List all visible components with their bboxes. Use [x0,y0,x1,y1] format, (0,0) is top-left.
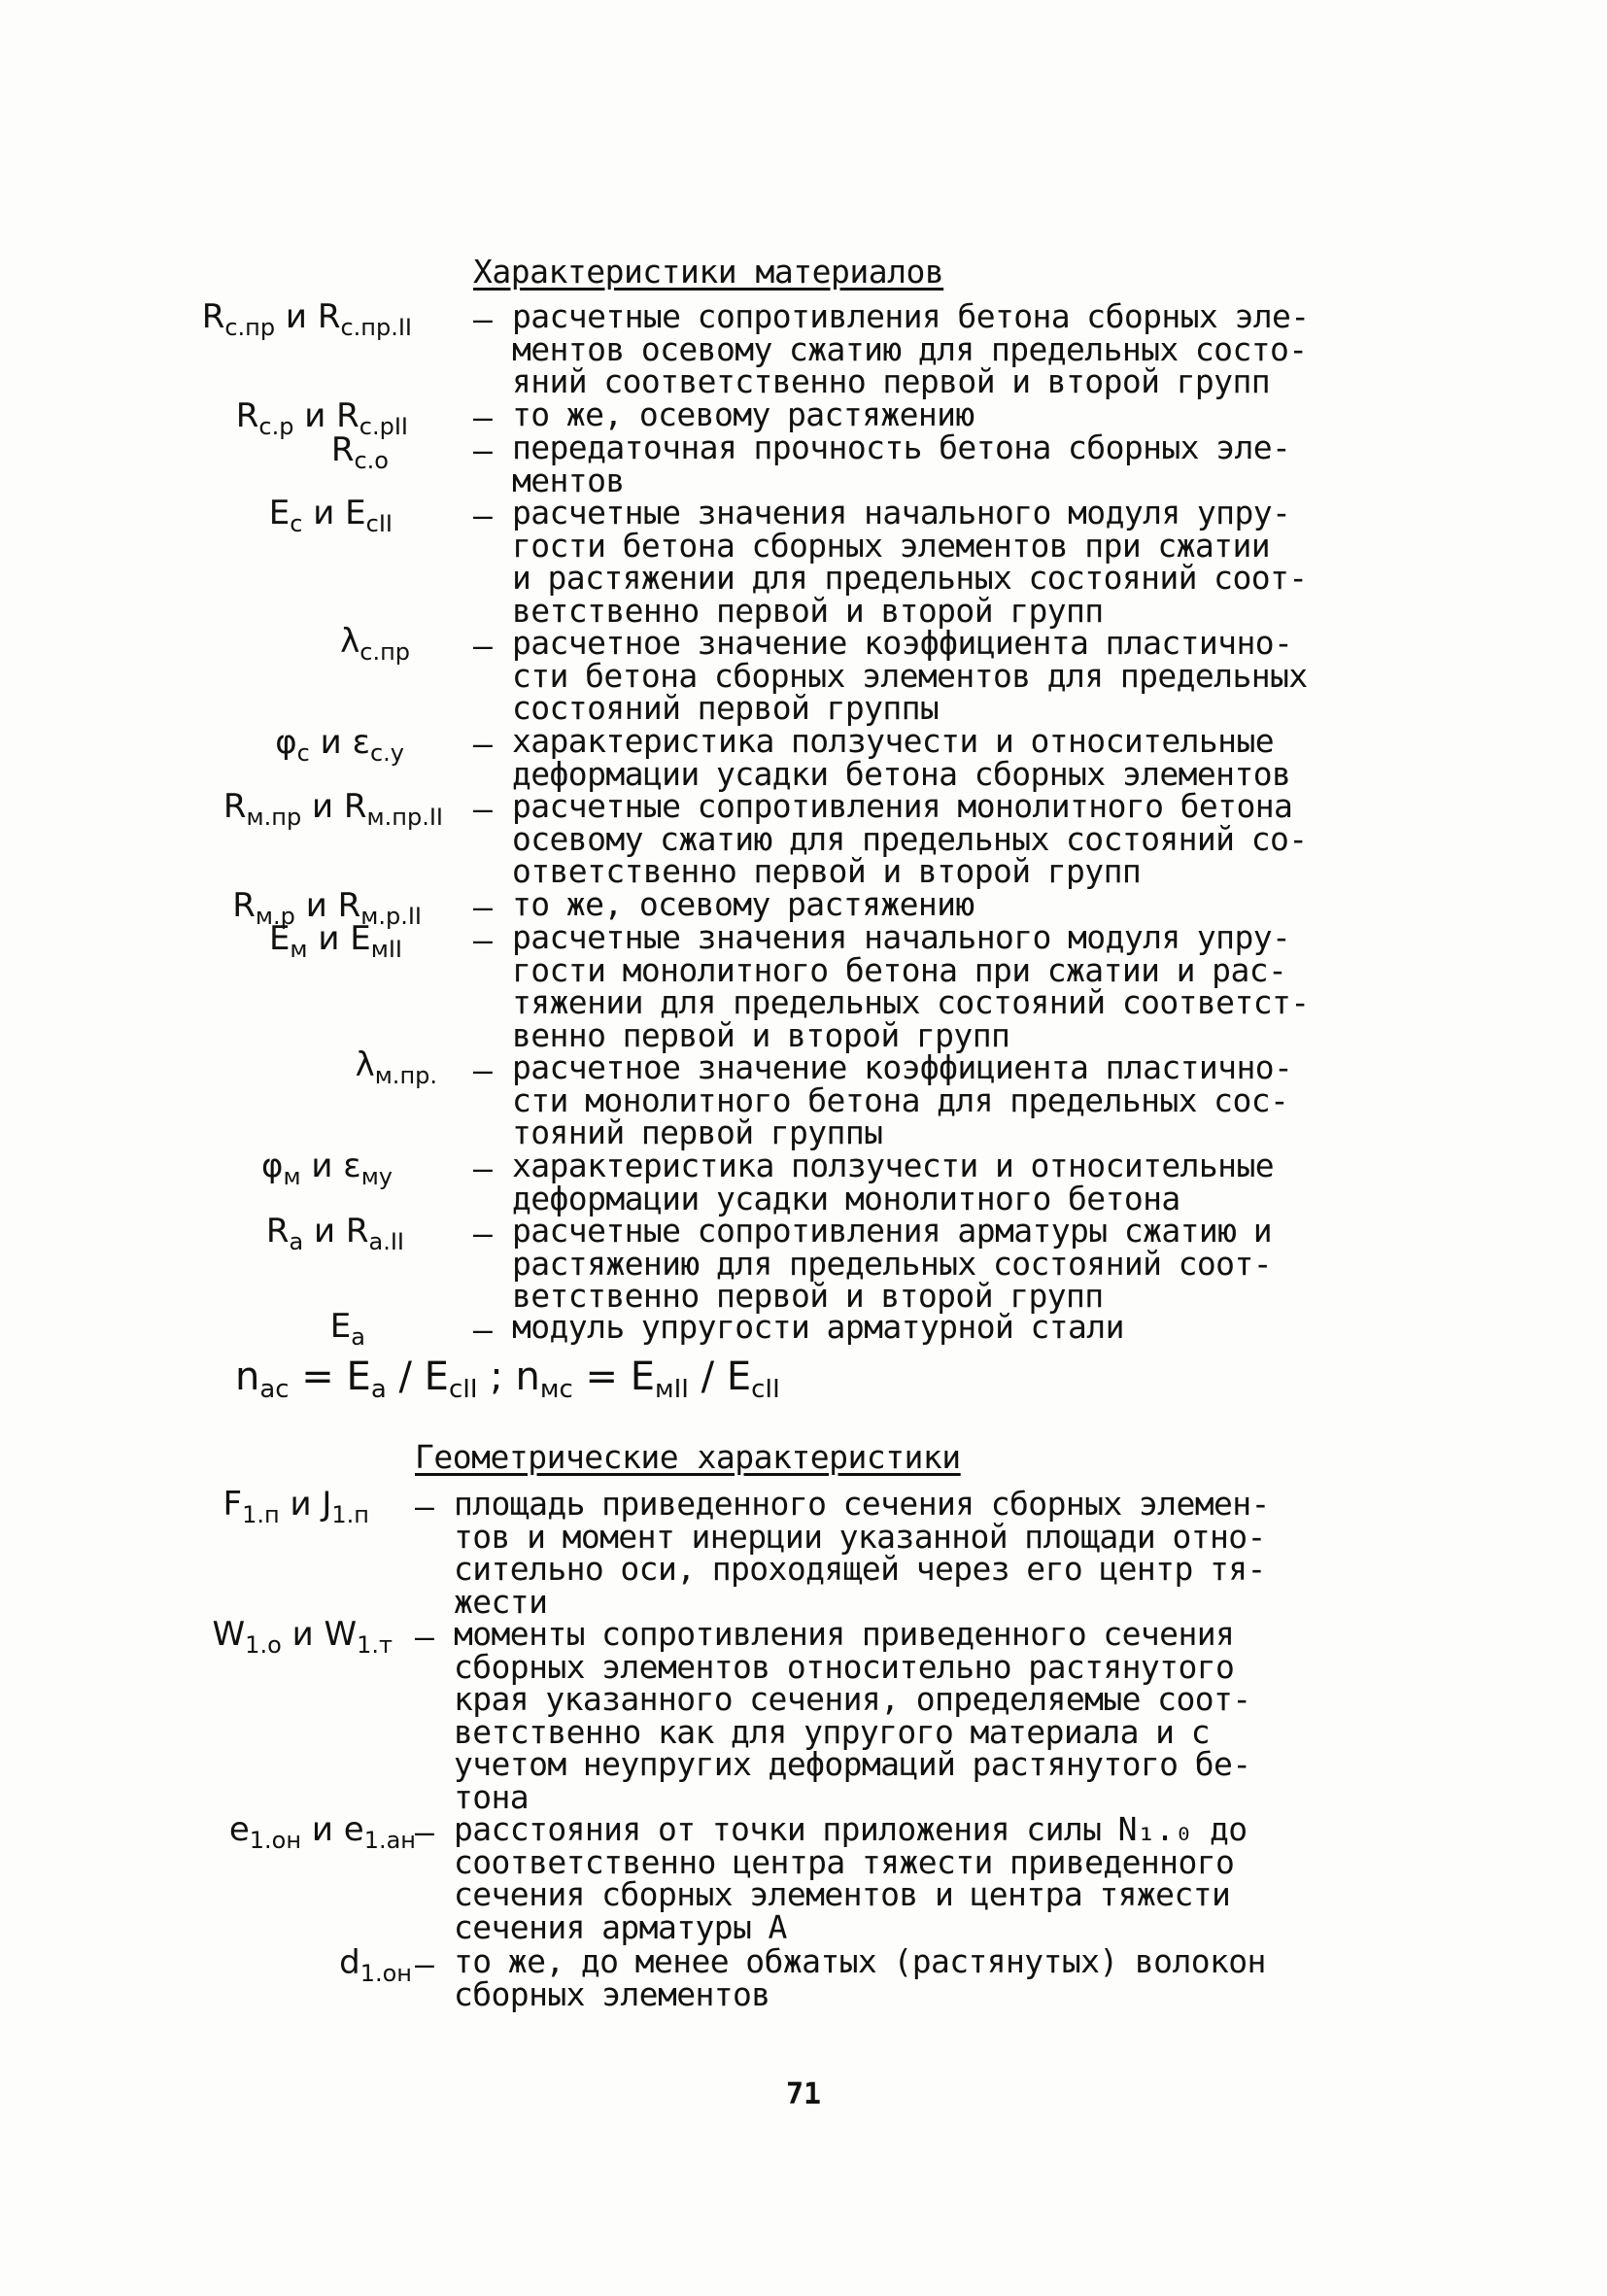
dash: – [473,497,493,534]
definition-text: расчетные сопротивления бетона сборных эле- ментов осевому сжатию для предельных состо- яний соответственно первой и второй групп [512,297,1310,400]
symbol-e-1on: $e_{1.он}$ и $e_{1.ан}$ [228,1810,416,1854]
symbol-lambda-c-pr: $\lambda_{с.пр}$ [340,622,410,666]
symbol-r-a: $R_а$ и $R_{а.II}$ [265,1212,404,1255]
dash: – [473,921,493,959]
modular-ratio-formula: $n_{ас} = E_а / E_{сII}$ ; $n_{мс} = E_{мII} / E_{сII}$ [235,1354,780,1404]
definition-text: моменты сопротивления приведенного сечения сборных элементов относительно растянутого края указанного сечения, определяемые соот- ветственно как для упругого материала и с учетом неупругих деформаций растянутого бе- тона [454,1615,1251,1816]
symbol-lambda-m-pr: $\lambda_{м.пр.}$ [355,1045,437,1089]
definition-text: расчетные значения начального модуля упру- гости бетона сборных элементов при сжатии и растяжении для предельных состояний соот- ветственно первой и второй групп [512,494,1308,630]
dash: – [473,627,493,665]
symbol-w-1o: $W_{1.о}$ и $W_{1.т}$ [212,1615,393,1659]
definition-text: то же, осевому растяжению [512,395,974,433]
dash: – [473,300,493,338]
section-title-materials: Характеристики материалов [473,253,944,291]
symbol-phi-m: $\varphi_м$ и $\varepsilon_{му}$ [261,1147,393,1190]
definition-text: характеристика ползучести и относительные деформации усадки монолитного бетона [512,1147,1274,1217]
definition-text: передаточная прочность бетона сборных эле- ментов [512,428,1291,499]
dash: – [415,1945,434,1983]
page-number: 71 [785,2077,822,2111]
definition-text: модуль упругости арматурной стали [512,1308,1124,1346]
symbol-phi-c: $\varphi_с$ и $\varepsilon_{с.у}$ [275,723,404,767]
definition-text: расстояния от точки приложения силы N₁.₀ до соответственно центра тяжести приведенного сечения сборных элементов и центра тяжести сечения арматуры А [454,1810,1248,1946]
dash: – [473,398,493,436]
symbol-r-c-o: $R_{с.о}$ [330,430,389,474]
dash: – [473,725,493,763]
symbol-e-m: $E_м$ и $E_{мII}$ [268,919,402,963]
dash: – [473,1311,493,1349]
dash: – [473,1215,493,1252]
dash: – [415,1813,434,1851]
symbol-d-1on: $d_{1.он}$ [339,1943,412,1987]
symbol-r-c-pr: $R_{с.пр}$ и $R_{с.пр.II}$ [201,297,412,341]
dash: – [473,431,493,469]
symbol-e-c: $E_с$ и $E_{сII}$ [268,494,393,537]
symbol-e-a: $E_а$ [329,1307,365,1351]
section-title-geometry: Геометрические характеристики [415,1438,961,1476]
symbol-r-m-r: $R_{м.р}$ и $R_{м.р.II}$ [232,886,422,930]
symbol-f-1p: $F_{1.п}$ и $J_{1.п}$ [222,1485,369,1528]
definition-text: расчетные сопротивления арматуры сжатию и растяжению для предельных состояний соот- ветственно первой и второй групп [512,1212,1272,1315]
dash: – [473,1051,493,1089]
definition-text: расчетные значения начального модуля упру- гости монолитного бетона при сжатии и рас- тяжении для предельных состояний соответст- венно первой и второй групп [512,918,1310,1054]
definition-text: площадь приведенного сечения сборных элемен- тов и момент инерции указанной площади отно- сительно оси, проходящей через его центр тя- жести [454,1485,1270,1621]
definition-text: то же, осевому растяжению [512,885,974,923]
symbol-r-m-pr: $R_{м.пр}$ и $R_{м.пр.II}$ [222,787,443,831]
dash: – [473,790,493,828]
dash: – [415,1618,434,1656]
definition-text: характеристика ползучести и относительные деформации усадки бетона сборных элементов [512,722,1291,793]
dash: – [415,1488,434,1525]
definition-text: расчетное значение коэффициента пластично- сти бетона сборных элементов для предельных состояний первой группы [512,624,1308,727]
dash: – [473,1149,493,1187]
definition-text: расчетные сопротивления монолитного бетона осевому сжатию для предельных состояний со- ответственно первой и второй групп [512,787,1308,890]
symbol-r-c-r: $R_{с.р}$ и $R_{с.рII}$ [235,396,408,440]
definition-text: расчетное значение коэффициента пластично- сти монолитного бетона для предельных сос- тояний первой группы [512,1048,1293,1151]
definition-text: то же, до менее обжатых (растянутых) волокон сборных элементов [454,1942,1266,2013]
dash: – [473,888,493,926]
